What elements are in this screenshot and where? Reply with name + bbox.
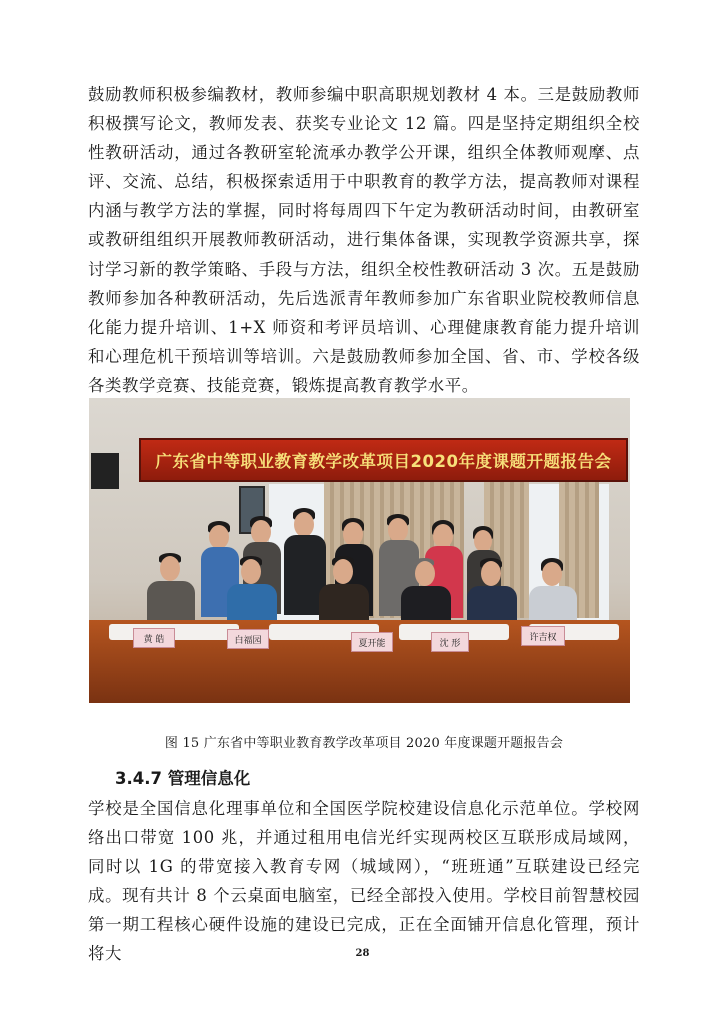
photo-banner [139,438,628,482]
body-paragraph-2: 学校是全国信息化理事单位和全国医学院校建设信息化示范单位。学校网络出口带宽 100 兆，并通过租用电信光纤实现两校区互联形成局域网，同时以 1G 的带宽接入教育专网（城域网），“班班通”互联建设已经完成。现有共计 8 个云桌面电脑室，已经全部投入使用。学校目前智慧校园第一期工程核心硬件设施的建设已完成，正在全面铺开信息化管理，预计将大 [88,799,640,964]
nameplate: 黄 皓 [133,628,175,648]
page-number: 28 [355,948,370,959]
section-heading: 3.4.7 管理信息化 [115,769,251,788]
conference-photo [89,398,630,703]
nameplate: 夏开能 [351,632,393,652]
figure-caption: 图 15 广东省中等职业教育教学改革项目 2020 年度课题开题报告会 [164,736,564,751]
wall-speaker [91,453,119,489]
nameplate: 许吉权 [521,626,565,646]
banner-text: 广东省中等职业教育教学改革项目2020年度课题开题报告会 [155,452,612,471]
nameplate: 白福园 [227,629,269,649]
body-paragraph-1: 鼓励教师积极参编教材，教师参编中职高职规划教材 4 本。三是鼓励教师积极撰写论文，教师发表、获奖专业论文 12 篇。四是坚持定期组织全校性教研活动，通过各教研室轮流承办教学公开课，组织全体教师观摩、点评、交流、总结，积极探索适用于中职教育的教学方法，提高教师对课程内涵与教学方法的掌握，同时将每周四下午定为教研活动时间，由教研室或教研组组织开展教师教研活动，进行集体备课，实现教学资源共享，探讨学习新的教学策略、手段与方法，组织全校性教研活动 3 次。五是鼓励教师参加各种教研活动，先后选派青年教师参加广东省职业院校教师信息化能力提升培训、1+X 师资和考评员培训、心理健康教育能力提升培训和心理危机干预培训等培训。六是鼓励教师参加全国、省、市、学校各级各类教学竞赛、技能竞赛，锻炼提高教育教学水平。 [88,85,640,395]
nameplate: 沈 形 [431,632,469,652]
